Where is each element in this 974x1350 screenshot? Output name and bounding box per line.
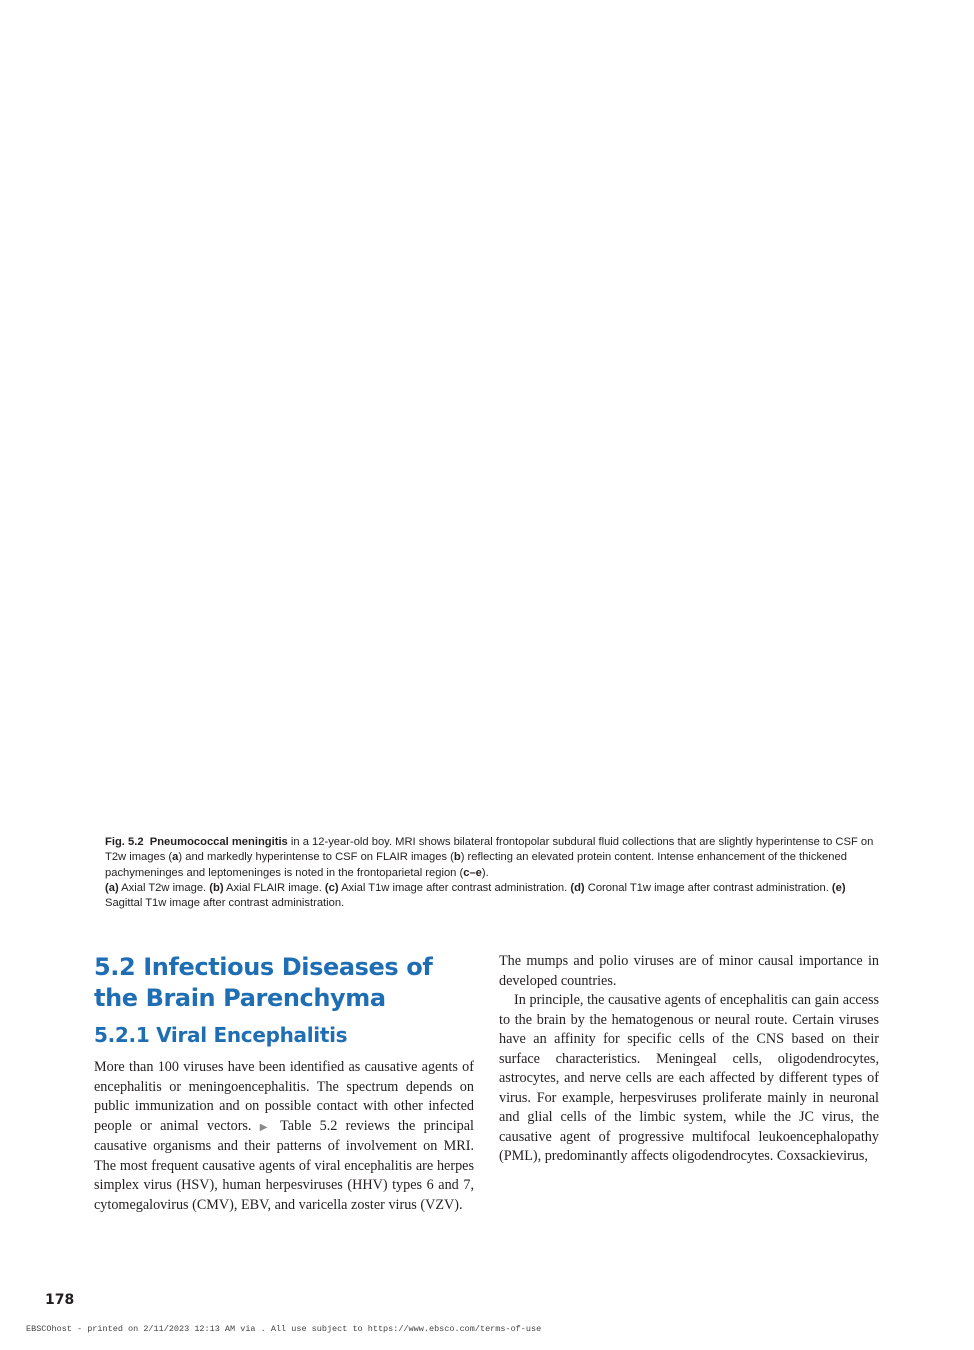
caption-text: ). xyxy=(481,866,489,879)
table-link-arrow-icon[interactable]: ▶ xyxy=(259,1121,273,1133)
left-column xyxy=(94,952,474,1215)
body-paragraph-1 xyxy=(94,1058,474,1215)
panel-label: (b) xyxy=(209,881,224,894)
figure-image-area xyxy=(96,40,878,820)
subsection-heading: 5.2.1 Viral Encephalitis xyxy=(94,1023,348,1047)
caption-description xyxy=(105,835,875,881)
body-text: More than 100 viruses have been identified as causative agents of encephalitis or meningoencephalitis. The spectrum depends on public immunization and on possible contact with other infected people or animal vectors. xyxy=(94,1059,474,1134)
body-paragraph-1-continued: The mumps and polio viruses are of minor causal importance in developed countries. xyxy=(499,953,879,989)
section-heading: 5.2 Infectious Diseases of the Brain Parenchyma xyxy=(94,953,433,1012)
footer-notice: EBSCOhost - printed on 2/11/2023 12:13 AM via . All use subject to https://www.ebsco.com/terms-of-use xyxy=(26,1324,542,1334)
caption-ref-a: a xyxy=(172,851,179,864)
panel-label: (e) xyxy=(831,881,846,894)
panel-text: Axial T2w image. xyxy=(118,881,210,894)
panel-label: (a) xyxy=(105,881,119,894)
body-paragraph-2: In principle, the causative agents of encephalitis can gain access to the brain by the hematogenous or neural route. Certain viruses have an affinity for specific cells of the CNS based on their surface characteristics. Meningeal cells, oligodendrocytes, astrocytes, and nerve cells are each affected by different types of virus. For example, herpesviruses proliferate mainly in neuronal and glial cells of the limbic system, while the JC virus, the causative agent of progressive multifocal leukoencephalopathy (PML), predominantly affects oligodendrocytes. Coxsackievirus, xyxy=(499,992,879,1164)
panel-text: Axial FLAIR image. xyxy=(223,881,325,894)
panel-label: (c) xyxy=(324,881,339,894)
caption-text: in a 12-year-old boy. MRI shows bilateral frontopolar subdural fluid collections that are slightly hyperintense to CSF on T2w images ( xyxy=(105,836,874,864)
panel-text: Sagittal T1w image after contrast administration. xyxy=(105,897,345,910)
right-column xyxy=(499,952,879,1167)
figure-caption xyxy=(105,835,875,911)
caption-ref-ce: c–e xyxy=(463,866,482,879)
panel-label: (d) xyxy=(570,881,585,894)
caption-panels xyxy=(105,881,875,912)
page-number: 178 xyxy=(45,1292,75,1308)
body-text: Table 5.2 reviews the principal causative organisms and their patterns of involvement on MRI. The most frequent causative agents of viral encephalitis are herpes simplex virus (HSV), human herpesviruses (HHV) types 6 and 7, cytomegalovirus (CMV), EBV, and varicella zoster virus (VZV). xyxy=(94,1117,474,1213)
panel-text: Axial T1w image after contrast administration. xyxy=(338,881,571,894)
caption-ref-b: b xyxy=(453,851,461,864)
caption-text: ) and markedly hyperintense to CSF on FLAIR images ( xyxy=(178,851,454,864)
caption-fig-title: Pneumococcal meningitis xyxy=(149,836,288,848)
caption-fig-label: Fig. 5.2 xyxy=(105,836,144,848)
panel-text: Coronal T1w image after contrast administration. xyxy=(584,881,832,894)
caption-text: ) reflecting an elevated protein content. Intense enhancement of the thickened pachymeninges and leptomeninges is noted in the frontoparietal region ( xyxy=(105,851,847,879)
